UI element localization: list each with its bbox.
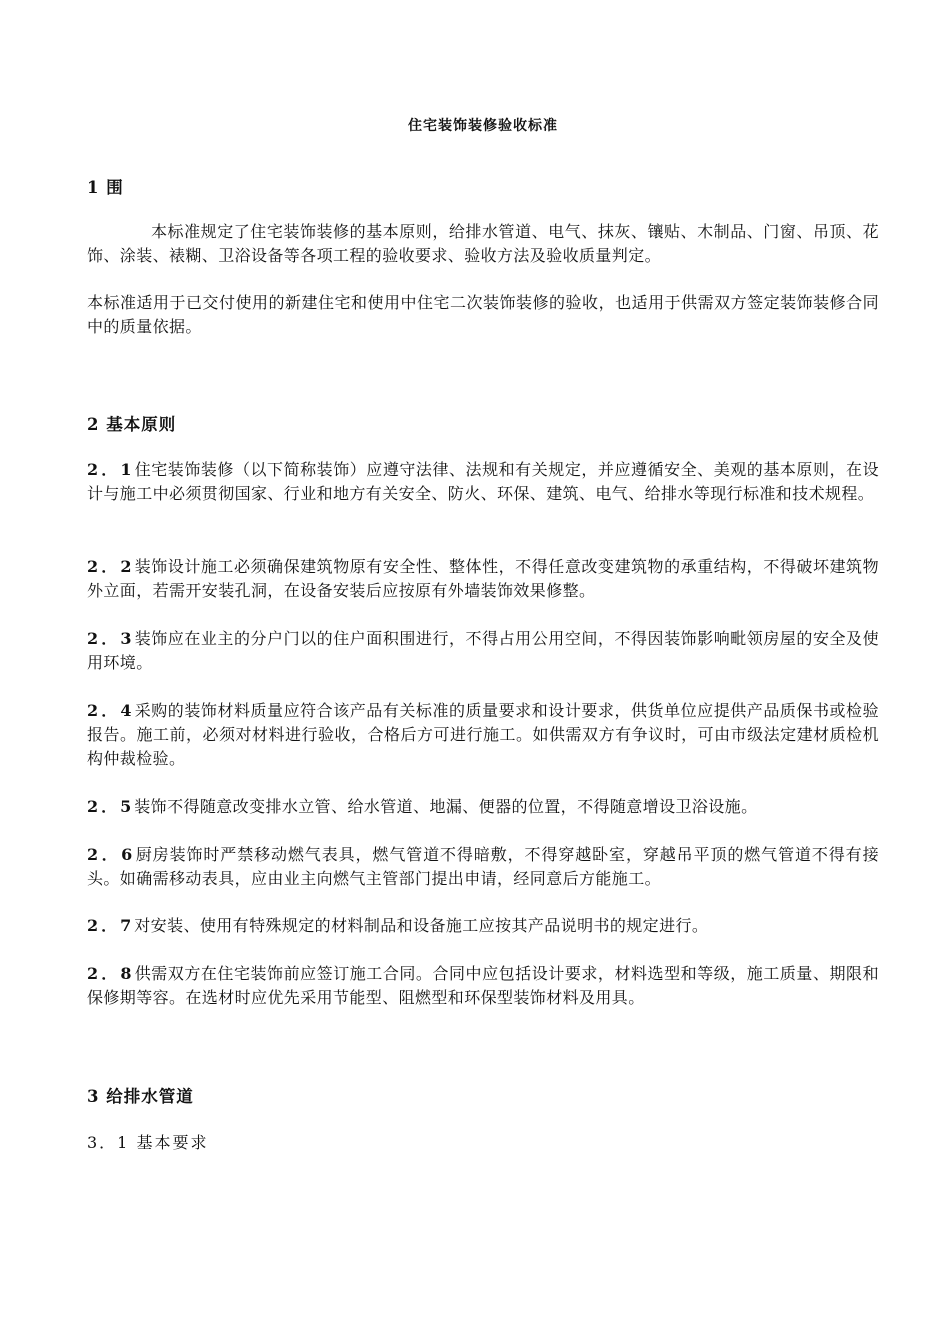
clause-2-3 (87, 627, 879, 675)
section-2-heading: 2 基本原则 (87, 415, 177, 434)
clause-number: 2．6 (87, 845, 136, 864)
clause-text: 采购的装饰材料质量应符合该产品有关标准的质量要求和设计要求，供货单位应提供产品质保书或检验报告。施工前，必须对材料进行验收，合格后方可进行施工。如供需双方有争议时，可由市级法定建材质检机构仲裁检验。 (87, 701, 879, 768)
clause-number: 2．2 (87, 557, 135, 576)
clause-text: 装饰不得随意改变排水立管、给水管道、地漏、便器的位置，不得随意增设卫浴设施。 (134, 797, 758, 816)
section-1-paragraph-2: 本标准适用于已交付使用的新建住宅和使用中住宅二次装饰装修的验收，也适用于供需双方签定装饰装修合同中的质量依据。 (87, 293, 879, 336)
clause-number: 2．8 (87, 964, 135, 983)
clause-text: 供需双方在住宅装饰前应签订施工合同。合同中应包括设计要求，材料选型和等级，施工质量、期限和保修期等容。在选材时应优先采用节能型、阻燃型和环保型装饰材料及用具。 (87, 964, 879, 1007)
section-3-heading: 3 给排水管道 (87, 1087, 194, 1106)
clause-number: 2．4 (87, 701, 135, 720)
section-1-heading: 1 围 (87, 178, 124, 197)
clause-2-7 (87, 914, 879, 938)
document-title: 住宅装饰装修验收标准 (408, 118, 558, 134)
clause-number: 2．3 (87, 629, 135, 648)
clause-text: 住宅装饰装修（以下简称装饰）应遵守法律、法规和有关规定，并应遵循安全、美观的基本原则，在设计与施工中必须贯彻国家、行业和地方有关安全、防火、环保、建筑、电气、给排水等现行标准和技术规程。 (87, 460, 879, 503)
clause-number: 2．7 (87, 916, 135, 935)
clause-number: 2．1 (87, 460, 135, 479)
clause-text: 对安装、使用有特殊规定的材料制品和设备施工应按其产品说明书的规定进行。 (134, 916, 709, 935)
section-1-paragraph-1: 本标准规定了住宅装饰装修的基本原则，给排水管道、电气、抹灰、镶贴、木制品、门窗、吊顶、花饰、涂装、裱糊、卫浴设备等各项工程的验收要求、验收方法及验收质量判定。 (87, 222, 879, 265)
clause-2-2 (87, 555, 879, 603)
clause-2-6 (87, 843, 879, 891)
clause-text: 装饰应在业主的分户门以的住户面积围进行，不得占用公用空间，不得因装饰影响毗领房屋的安全及使用环境。 (87, 629, 879, 672)
clause-text: 厨房装饰时严禁移动燃气表具，燃气管道不得暗敷，不得穿越卧室，穿越吊平顶的燃气管道不得有接头。如确需移动表具，应由业主向燃气主管部门提出申请，经同意后方能施工。 (87, 845, 879, 888)
section-3-1-heading: 3．1 基本要求 (87, 1133, 209, 1152)
clause-2-4 (87, 699, 879, 771)
clause-2-1 (87, 458, 879, 506)
clause-2-8 (87, 962, 879, 1010)
clause-number: 2．5 (87, 797, 135, 816)
clause-2-5 (87, 795, 879, 819)
clause-text: 装饰设计施工必须确保建筑物原有安全性、整体性，不得任意改变建筑物的承重结构，不得破坏建筑物外立面，若需开安装孔洞，在设备安装后应按原有外墙装饰效果修整。 (87, 557, 879, 600)
